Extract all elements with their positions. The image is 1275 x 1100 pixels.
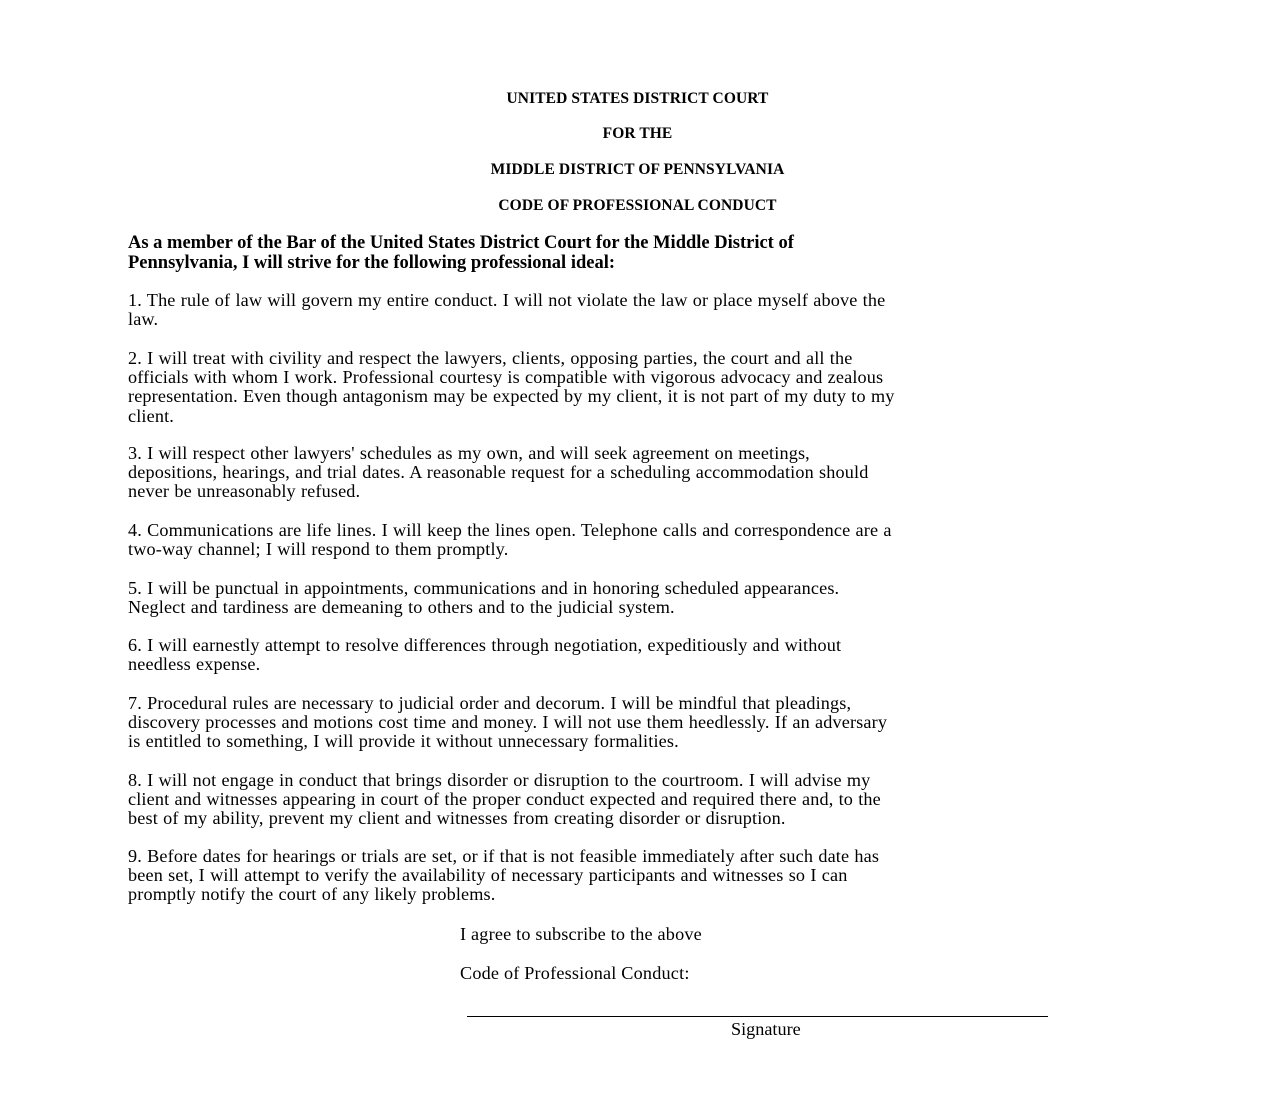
conduct-item-7 (128, 694, 1143, 752)
court-heading: UNITED STATES DISTRICT COURT (506, 90, 769, 107)
item-line: promptly notify the court of any likely problems. (128, 884, 496, 905)
for-the-heading: FOR THE (602, 125, 673, 142)
item-line: 9. Before dates for hearings or trials are set, or if that is not feasible immediately after such date has (128, 846, 880, 866)
item-line: law. (128, 309, 159, 330)
agreement-text-line2: Code of Professional Conduct: (460, 963, 690, 983)
item-line: 7. Procedural rules are necessary to judicial order and decorum. I will be mindful that pleadings, (128, 693, 852, 713)
district-heading: MIDDLE DISTRICT OF PENNSYLVANIA (490, 161, 785, 178)
agreement-text-line1: I agree to subscribe to the above (460, 924, 702, 944)
item-line: 5. I will be punctual in appointments, communications and in honoring scheduled appearances. (128, 578, 840, 598)
item-line: 2. I will treat with civility and respect the lawyers, clients, opposing parties, the court and all the (128, 348, 853, 368)
item-line: never be unreasonably refused. (128, 481, 361, 502)
item-line: two-way channel; I will respond to them promptly. (128, 539, 509, 560)
conduct-item-3 (128, 444, 1143, 502)
item-line: client and witnesses appearing in court of the proper conduct expected and required there and, to the (128, 789, 881, 810)
conduct-item-5 (128, 579, 1143, 617)
intro-line: As a member of the Bar of the United States District Court for the Middle District of (128, 233, 794, 253)
item-line: 1. The rule of law will govern my entire conduct. I will not violate the law or place myself above the (128, 290, 886, 310)
conduct-item-2 (128, 349, 1143, 426)
item-line: client. (128, 405, 174, 426)
item-line: officials with whom I work. Professional courtesy is compatible with vigorous advocacy and zealous (128, 367, 884, 388)
intro-statement (128, 234, 1138, 273)
item-line: representation. Even though antagonism may be expected by my client, it is not part of my duty to my (128, 386, 895, 407)
item-line: discovery processes and motions cost time and money. I will not use them heedlessly. If an adversary (128, 712, 888, 733)
document-title: CODE OF PROFESSIONAL CONDUCT (498, 197, 777, 214)
item-line: Neglect and tardiness are demeaning to others and to the judicial system. (128, 597, 675, 618)
signature-line[interactable] (467, 1016, 1048, 1017)
conduct-item-6 (128, 636, 1143, 674)
item-line: 8. I will not engage in conduct that brings disorder or disruption to the courtroom. I will advise my (128, 770, 871, 790)
item-line: needless expense. (128, 654, 261, 675)
conduct-item-9 (128, 847, 1143, 905)
signature-label: Signature (731, 1019, 801, 1039)
conduct-item-1 (128, 291, 1143, 329)
conduct-item-4 (128, 521, 1143, 559)
item-line: been set, I will attempt to verify the availability of necessary participants and witnesses so I can (128, 865, 848, 886)
item-line: 6. I will earnestly attempt to resolve differences through negotiation, expeditiously and without (128, 635, 842, 655)
item-line: best of my ability, prevent my client and witnesses from creating disorder or disruption. (128, 808, 786, 829)
item-line: depositions, hearings, and trial dates. A reasonable request for a scheduling accommodation should (128, 462, 869, 483)
conduct-item-8 (128, 771, 1143, 829)
item-line: 4. Communications are life lines. I will keep the lines open. Telephone calls and correspondence are a (128, 520, 892, 540)
item-line: is entitled to something, I will provide it without unnecessary formalities. (128, 731, 679, 752)
intro-line: Pennsylvania, I will strive for the following professional ideal: (128, 252, 616, 273)
item-line: 3. I will respect other lawyers' schedules as my own, and will seek agreement on meetings, (128, 443, 810, 463)
